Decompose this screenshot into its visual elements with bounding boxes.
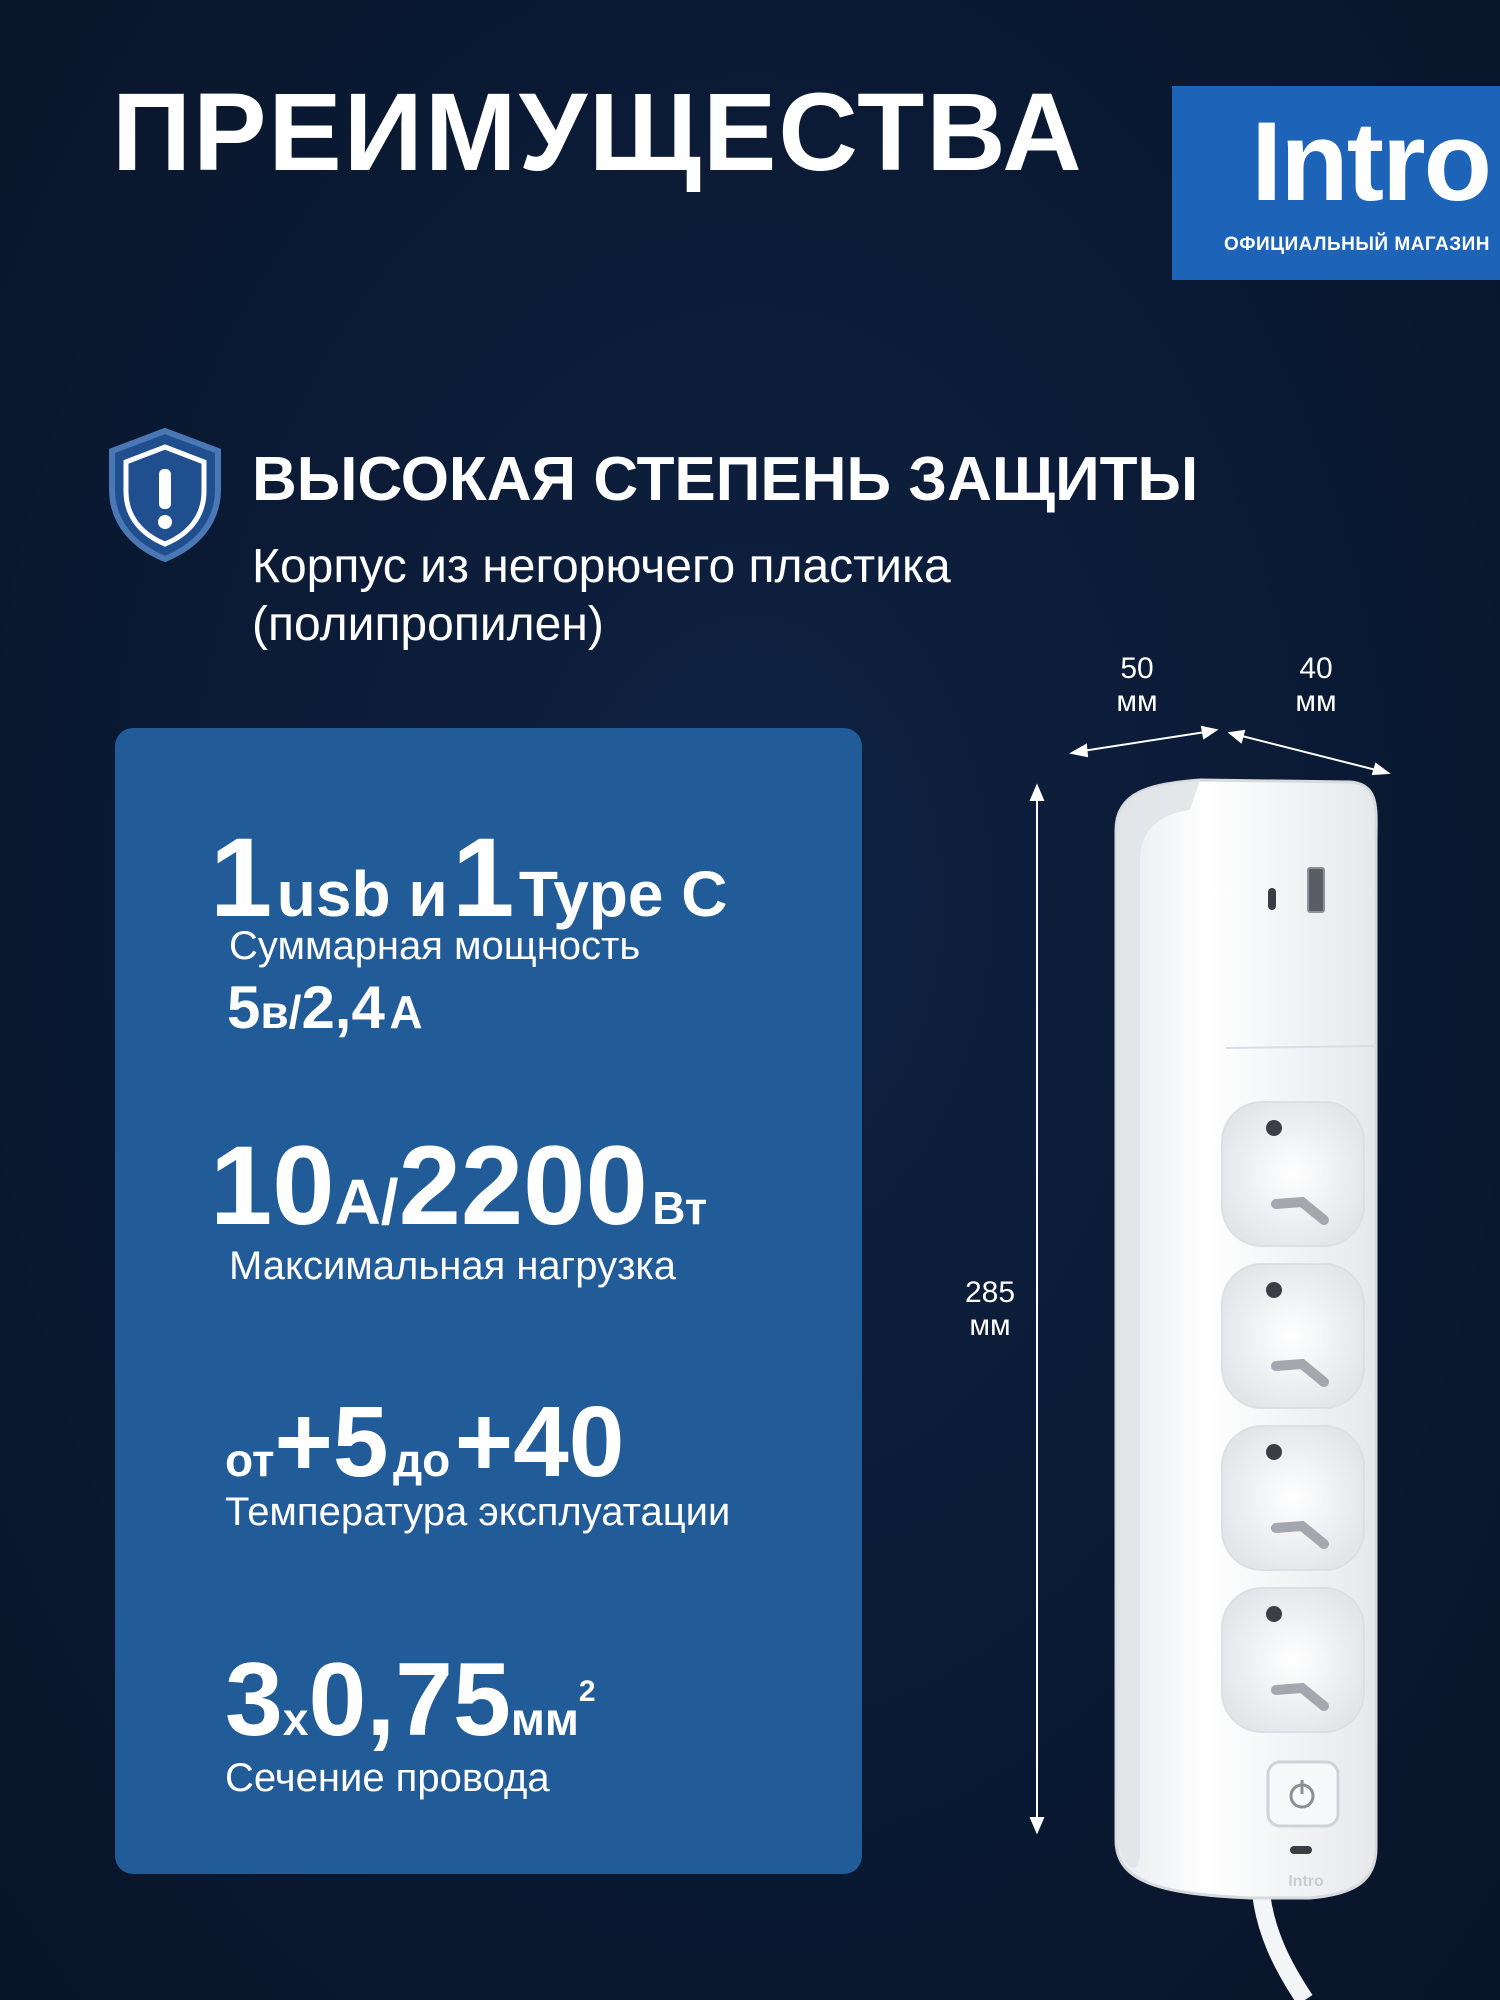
depth-arrow-line — [1234, 734, 1384, 772]
usb-current: 2,4 — [301, 974, 385, 1041]
wire-times: х — [282, 1693, 309, 1745]
temp-from: от — [225, 1434, 275, 1486]
usb-voltage-unit: в/ — [260, 986, 302, 1038]
protection-title: ВЫСОКАЯ СТЕПЕНЬ ЗАЩИТЫ — [252, 445, 1199, 514]
temp-to: до — [392, 1434, 451, 1486]
indicator-light — [1290, 1846, 1312, 1854]
wire-section: 0,75 — [308, 1642, 511, 1758]
socket-1 — [1222, 1102, 1364, 1246]
typec-count: 1 — [452, 815, 515, 940]
power-button — [1268, 1762, 1338, 1826]
length-arrow-head-bottom — [1031, 1818, 1043, 1832]
dimension-length-value: 285 — [964, 1276, 1016, 1309]
usb-voltage: 5 — [227, 974, 261, 1041]
load-power-unit: Вт — [652, 1182, 708, 1234]
wire-unit-power: 2 — [578, 1675, 596, 1708]
dimension-length-unit: мм — [969, 1309, 1011, 1342]
load-current-unit: А/ — [334, 1166, 399, 1238]
logo-subtitle: ОФИЦИАЛЬНЫЙ МАГАЗИН — [1223, 234, 1490, 255]
socket-3 — [1222, 1426, 1364, 1570]
usb-label: usb и — [276, 858, 448, 930]
dimension-width-unit: мм — [1116, 685, 1158, 718]
length-arrow-head-top — [1031, 786, 1043, 800]
wire-caption: Сечение провода — [225, 1756, 550, 1800]
usb-port — [1308, 868, 1324, 912]
dimension-depth-unit: мм — [1295, 685, 1337, 718]
depth-arrow-head-left — [1230, 731, 1244, 742]
temp-min: +5 — [274, 1386, 389, 1498]
protection-desc-line1: Корпус из негорючего пластика — [252, 540, 951, 593]
usb-caption: Суммарная мощность — [229, 924, 641, 968]
load-power: 2200 — [398, 1123, 648, 1248]
temp-max: +40 — [454, 1386, 625, 1498]
width-arrow-line — [1076, 731, 1212, 752]
dimension-width-value: 50 — [1120, 652, 1154, 685]
typec-label: Type C — [518, 858, 728, 930]
usb-current-unit: А — [389, 986, 423, 1038]
strip-brand-mark: Intro — [1288, 1873, 1324, 1890]
power-strip-image — [1080, 770, 1500, 2000]
temp-caption: Температура эксплуатации — [225, 1490, 731, 1534]
protection-desc-line2: (полипропилен) — [252, 597, 604, 651]
wire-unit: мм — [510, 1693, 579, 1745]
width-arrow-head-right — [1202, 727, 1216, 738]
dimension-depth-value: 40 — [1299, 652, 1333, 685]
type-c-port — [1268, 888, 1276, 910]
socket-2 — [1222, 1264, 1364, 1408]
load-current: 10 — [210, 1123, 335, 1248]
logo-wordmark: Intro — [1251, 99, 1490, 224]
load-caption: Максимальная нагрузка — [229, 1244, 677, 1288]
page-title: ПРЕИМУЩЕСТВА — [112, 71, 1084, 194]
usb-count: 1 — [210, 815, 273, 940]
socket-4 — [1222, 1588, 1364, 1732]
wire-cores: 3 — [225, 1642, 283, 1758]
width-arrow-head-left — [1072, 745, 1087, 756]
